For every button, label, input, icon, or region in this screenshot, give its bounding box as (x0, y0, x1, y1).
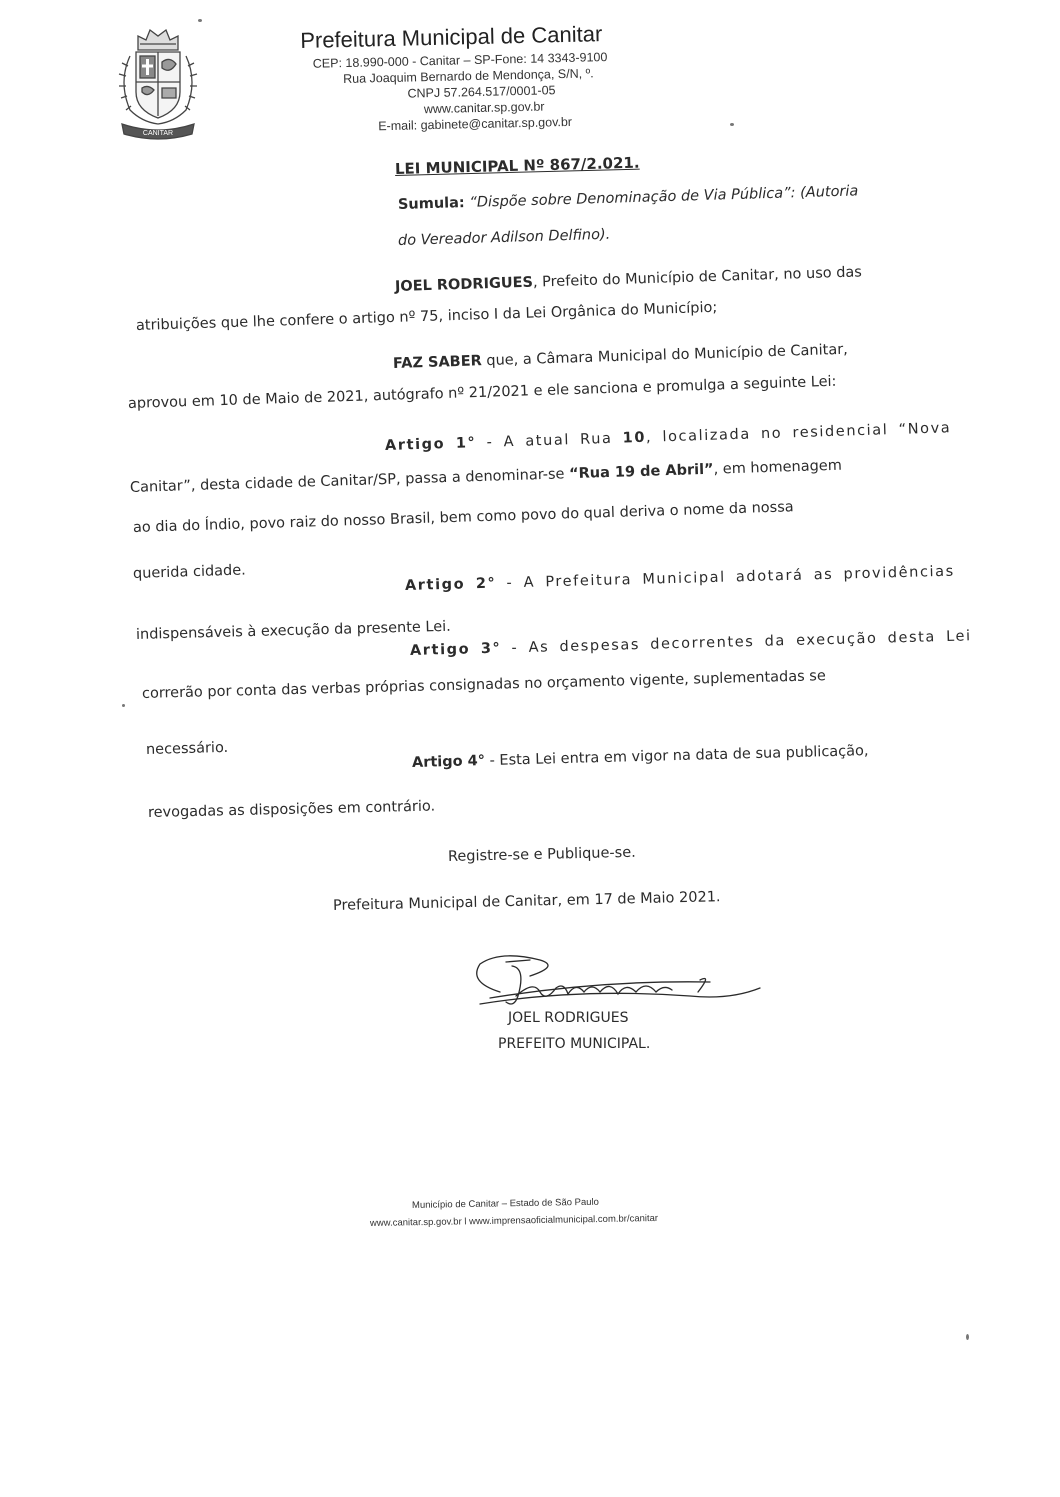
article-3-text-a: - As despesas decorrentes da execução desta Lei (501, 628, 972, 657)
article-4-label: Artigo 4° (411, 753, 486, 771)
footer-line-2: www.canitar.sp.gov.br l www.imprensaoficialmunicipal.com.br/canitar (369, 1212, 659, 1229)
article-2-text-a: - A Prefeitura Municipal adotará as providências (496, 563, 956, 592)
letterhead-website: www.canitar.sp.gov.br (423, 99, 545, 117)
article-1-text-b1: Canitar”, desta cidade de Canitar/SP, passa a denominar-se (129, 466, 570, 496)
article-3-line-3: necessário. (145, 739, 229, 758)
article-4-line-1 (412, 743, 869, 771)
footer-line-1: Município de Canitar – Estado de São Paulo (411, 1196, 600, 1211)
article-1-text-a2: , localizada no residencial “Nova (645, 420, 952, 446)
scan-speck (730, 123, 734, 126)
letterhead-title: Prefeitura Municipal de Canitar (300, 21, 603, 53)
letterhead-cnpj: CNPJ 57.264.517/0001-05 (407, 83, 556, 101)
sumula-text-1: “Dispõe sobre Denominação de Via Pública”: (Autoria (464, 183, 859, 212)
article-1-line-1 (385, 420, 952, 454)
faz-saber-text-a: que, a Câmara Municipal do Município de Canitar, (481, 341, 849, 370)
article-1-text-b2: , em homenagem (713, 457, 843, 478)
article-2-line-1 (405, 564, 955, 594)
paragraph-mayor-line-2: atribuições que lhe confere o artigo nº 75, inciso I da Lei Orgânica do Município; (135, 299, 718, 334)
article-3-line-2: correrão por conta das verbas próprias consignadas no orçamento vigente, suplementadas se (141, 668, 826, 702)
paragraph-mayor-text-a: , Prefeito do Município de Canitar, no uso das (532, 264, 863, 291)
mayor-name: JOEL RODRIGUES (394, 274, 534, 295)
article-1-line-4: querida cidade. (132, 562, 247, 582)
letterhead-cep: CEP: 18.990-000 - Canitar – SP-Fone: 14 3343-9100 (312, 50, 608, 71)
article-2-line-2: indispensáveis à execução da presente Lei. (135, 618, 452, 643)
article-3-line-1 (410, 628, 972, 659)
letterhead-email: E-mail: gabinete@canitar.sp.gov.br (378, 114, 573, 134)
signatory-role: PREFEITO MUNICIPAL. (498, 1036, 651, 1052)
article-1-street-number: 10 (622, 429, 647, 447)
scan-speck (122, 704, 125, 707)
sumula-label: Sumula: (397, 195, 465, 213)
article-3-label: Artigo 3° (409, 640, 502, 659)
letterhead-address: Rua Joaquim Bernardo de Mendonça, S/N, º. (343, 66, 594, 87)
article-1-label: Artigo 1° (384, 435, 477, 454)
date-line: Prefeitura Municipal de Canitar, em 17 de Maio 2021. (332, 889, 721, 914)
article-1-line-2 (130, 458, 842, 496)
signatory-name: JOEL RODRIGUES (508, 1010, 629, 1026)
scan-speck (966, 1334, 969, 1340)
article-2-label: Artigo 2° (404, 575, 497, 594)
paragraph-faz-saber-line-1 (393, 342, 848, 372)
faz-saber-label: FAZ SABER (392, 353, 483, 372)
article-1-line-3: ao dia do Índio, povo raiz do nosso Brasil, bem como povo do qual deriva o nome da nossa (132, 499, 794, 536)
scan-speck (198, 19, 202, 22)
closing-statement: Registre-se e Publique-se. (447, 844, 636, 865)
paragraph-faz-saber-line-2: aprovou em 10 de Maio de 2021, autógrafo nº 21/2021 e ele sanciona e promulga a seguinte Lei: (127, 373, 837, 412)
article-1-new-street-name: “Rua 19 de Abril” (568, 461, 714, 483)
paragraph-mayor-line-1 (395, 264, 862, 295)
svg-text:CANITAR: CANITAR (142, 130, 174, 137)
article-4-text-a: - Esta Lei entra em vigor na data de sua publicação, (484, 743, 869, 770)
article-4-line-2: revogadas as disposições em contrário. (147, 798, 436, 821)
law-title: LEI MUNICIPAL Nº 867/2.021. (394, 153, 640, 178)
sumula-line-1 (398, 183, 859, 213)
sumula-line-2: do Vereador Adilson Delfino). (397, 226, 611, 249)
article-1-text-a1: - A atual Rua (476, 430, 623, 452)
